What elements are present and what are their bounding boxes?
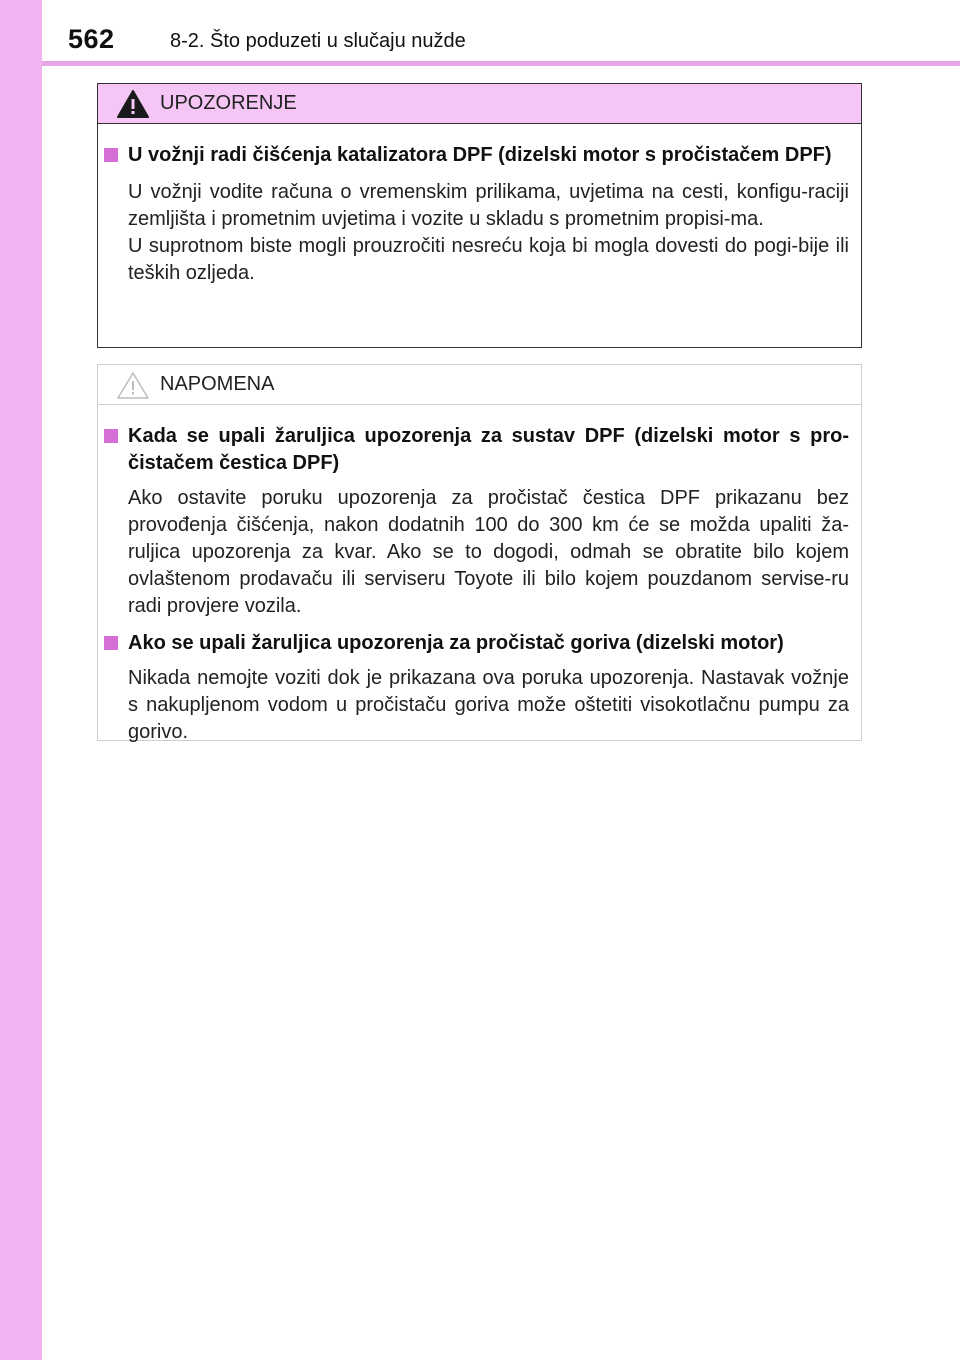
warning-item-paragraph: U suprotnom biste mogli prouzročiti nesreću koja bi mogla dovesti do pogi-bije ili teških ozljeda.	[128, 235, 849, 284]
warning-box	[97, 83, 862, 348]
warning-box-title: UPOZORENJE	[160, 92, 297, 114]
notice-item	[104, 423, 849, 620]
section-title: 8-2. Što poduzeti u slučaju nužde	[170, 30, 466, 52]
notice-item-heading-text: Ako se upali žaruljica upozorenja za pročistač goriva (dizelski motor)	[128, 632, 784, 654]
notice-item-paragraph: Ako ostavite poruku upozorenja za pročistač čestica DPF prikazanu bez provođenja čišćenja, nakon dodatnih 100 do 300 km će se možda upaliti ža-ruljica upozorenja za kvar. Ako se to dogodi, odmah se obratite bilo kojem ovlaštenom prodavaču ili serviseru Toyote ili bilo kojem pouzdanom servise-ru radi provjere vozila.	[128, 487, 849, 617]
page-number: 562	[68, 24, 115, 54]
notice-box	[97, 364, 862, 741]
notice-item	[104, 630, 849, 746]
square-bullet-icon	[104, 636, 118, 650]
square-bullet-icon	[104, 429, 118, 443]
header-rule	[42, 61, 960, 66]
warning-item	[104, 142, 849, 287]
notice-item-heading	[104, 423, 849, 477]
warning-box-body	[98, 124, 861, 287]
warning-box-header	[98, 84, 861, 124]
warning-triangle-filled-icon	[116, 89, 150, 119]
notice-box-title: NAPOMENA	[160, 373, 275, 395]
warning-item-paragraph: U vožnji vodite računa o vremenskim prilikama, uvjetima na cesti, konfigu-raciji zemljišta i prometnim uvjetima i vozite u skladu s prometnim propisi-ma.	[128, 181, 849, 230]
warning-item-heading-text: U vožnji radi čišćenja katalizatora DPF (dizelski motor s pročistačem DPF)	[128, 144, 832, 166]
notice-box-header	[98, 365, 861, 405]
square-bullet-icon	[104, 148, 118, 162]
notice-item-heading-text: Kada se upali žaruljica upozorenja za sustav DPF (dizelski motor s pro-čistačem čestica DPF)	[128, 425, 849, 474]
notice-item-paragraph: Nikada nemojte voziti dok je prikazana ova poruka upozorenja. Nastavak vožnje s nakupljenom vodom u pročistaču goriva može oštetiti visokotlačnu pumpu za gorivo.	[128, 667, 849, 743]
notice-item-heading	[104, 630, 849, 657]
notice-box-body	[98, 405, 861, 746]
side-color-strip	[0, 0, 42, 1360]
warning-item-heading	[104, 142, 849, 169]
warning-triangle-outline-icon	[116, 370, 150, 400]
